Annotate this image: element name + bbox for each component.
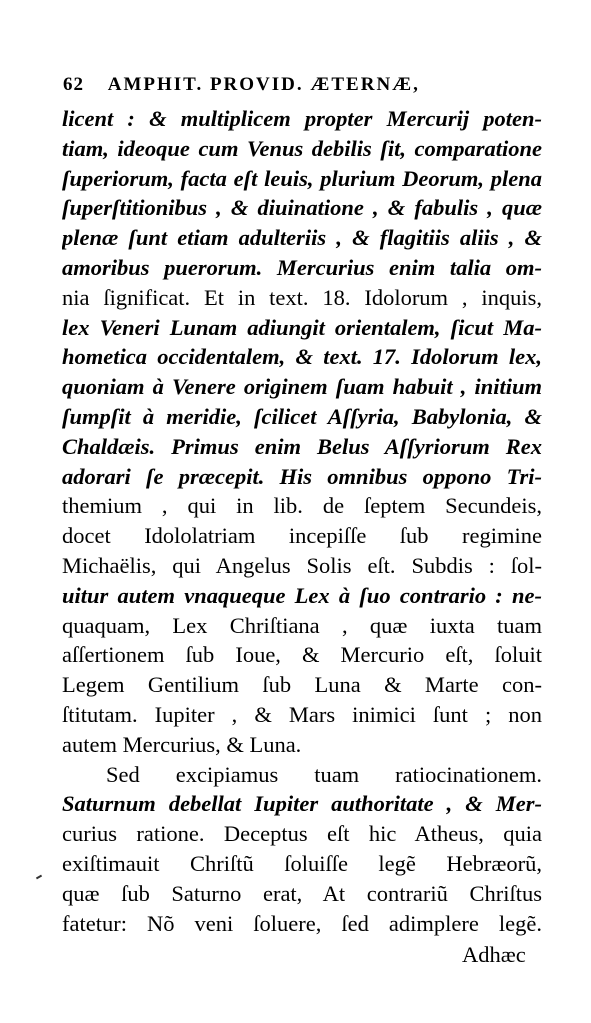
- text-line: aſſertionem ſub Ioue, & Mercurio eſt, ſoluit: [62, 642, 542, 668]
- text-line: Legem Gentilium ſub Luna & Marte con-: [62, 672, 542, 698]
- text-line: ſuperſtitionibus , & diuinatione , & fabulis , quæ: [62, 195, 542, 221]
- running-head: AMPHIT. PROVID. ÆTERNÆ,: [107, 74, 420, 95]
- text-line: docet Idololatriam incepiſſe ſub regimine: [62, 523, 542, 549]
- text-line: Saturnum debellat Iupiter authoritate , & Mer-: [62, 791, 542, 817]
- text-line: quaquam, Lex Chriſtiana , quæ iuxta tuam: [62, 612, 542, 638]
- text-line: hometica occidentalem, & text. 17. Idolorum lex,: [62, 344, 542, 370]
- text-line: autem Mercurius, & Luna.: [62, 731, 302, 757]
- text-line: uitur autem vnaqueque Lex à ſuo contrario : ne-: [62, 582, 542, 608]
- text-line: ſuperiorum, facta eſt leuis, plurium Deorum, plena: [62, 165, 542, 191]
- text-line: plenæ ſunt etiam adulteriis , & flagitiis aliis , &: [62, 225, 542, 251]
- text-line: Sed excipiamus tuam ratiocinationem.: [106, 761, 542, 787]
- text-line: tiam, ideoque cum Venus debilis ſit, comparatione: [62, 135, 542, 161]
- text-line: adorari ſe præcepit. His omnibus oppono Tri-: [62, 463, 542, 489]
- text-line: exiſtimauit Chriſtũ ſoluiſſe legẽ Hebræorũ,: [62, 850, 542, 876]
- text-line: fatetur: Nõ veni ſoluere, ſed adimplere legẽ.: [62, 910, 542, 936]
- text-line: nia ſignificat. Et in text. 18. Idolorum , inquis,: [62, 284, 542, 310]
- text-line: lex Veneri Lunam adiungit orientalem, ſicut Ma-: [62, 314, 542, 340]
- text-line: Chaldæis. Primus enim Belus Aſſyriorum Rex: [62, 433, 542, 459]
- catchword: Adhæc: [462, 942, 526, 967]
- text-line: curius ratione. Deceptus eſt hic Atheus, quia: [62, 821, 542, 847]
- text-line: ſumpſit à meridie, ſcilicet Aſſyria, Babylonia, &: [62, 403, 542, 429]
- ink-mark: [36, 875, 42, 880]
- page-number: 62: [63, 74, 84, 95]
- text-block: [62, 104, 542, 938]
- text-line: quæ ſub Saturno erat, At contrariũ Chriſtus: [62, 880, 542, 906]
- page-header: [63, 74, 543, 102]
- text-line: quoniam à Venere originem ſuam habuit , initium: [62, 374, 542, 400]
- text-line: amoribus puerorum. Mercurius enim talia om-: [62, 254, 542, 280]
- text-line: themium , qui in lib. de ſeptem Secundeis,: [62, 493, 542, 519]
- text-line: Michaëlis, qui Angelus Solis eſt. Subdis : ſol-: [62, 552, 542, 578]
- text-line: ſtitutam. Iupiter , & Mars inimici ſunt ; non: [62, 701, 542, 727]
- text-line: licent : & multiplicem propter Mercurij poten-: [62, 106, 542, 131]
